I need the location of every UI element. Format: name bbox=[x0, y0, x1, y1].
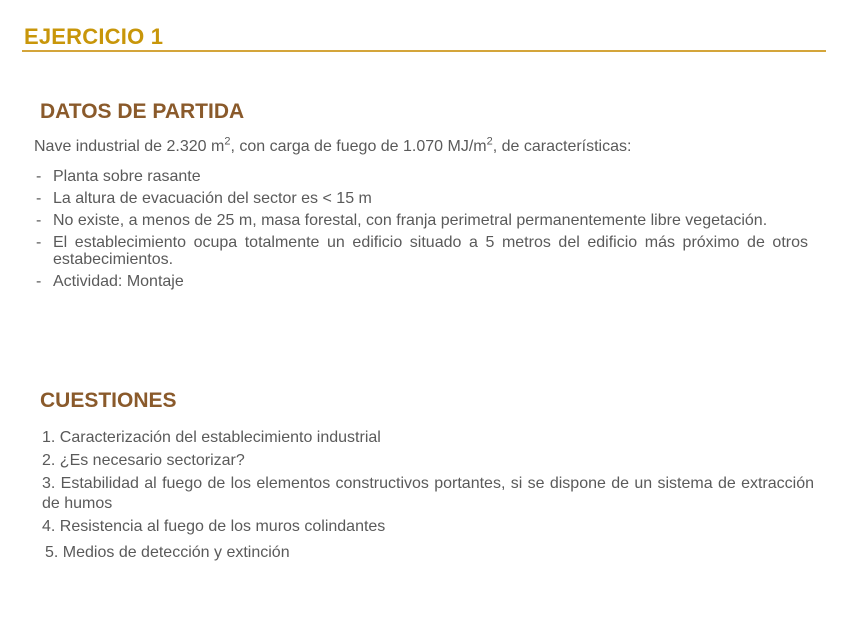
cuestiones-heading: CUESTIONES bbox=[40, 389, 177, 412]
question-item: 3. Estabilidad al fuego de los elementos constructivos portantes, si se dispone de un sistema de extracción de humos bbox=[42, 475, 814, 512]
question-item: 1. Caracterización del establecimiento industrial bbox=[42, 429, 381, 446]
question-item: 4. Resistencia al fuego de los muros colindantes bbox=[42, 518, 386, 535]
slide-title: EJERCICIO 1 bbox=[24, 24, 164, 49]
question-item: 2. ¿Es necesario sectorizar? bbox=[42, 452, 245, 469]
list-item-text: El establecimiento ocupa totalmente un edificio situado a 5 metros del edificio más próximo de otros estabecimientos. bbox=[53, 234, 808, 268]
list-item-text: La altura de evacuación del sector es < 15 m bbox=[53, 190, 372, 207]
list-item bbox=[36, 190, 808, 207]
question-item: 5. Medios de detección y extinción bbox=[45, 544, 290, 561]
datos-list bbox=[36, 168, 808, 295]
list-item-text: Actividad: Montaje bbox=[53, 273, 184, 290]
list-item bbox=[36, 273, 808, 290]
list-item bbox=[36, 212, 808, 229]
intro-text-pre: Nave industrial de 2.320 m bbox=[34, 138, 225, 155]
bullet-dash: - bbox=[36, 273, 42, 290]
list-item-text: No existe, a menos de 25 m, masa forestal, con franja perimetral permanentemente libre vegetación. bbox=[53, 212, 768, 229]
bullet-dash: - bbox=[36, 168, 42, 185]
list-item bbox=[36, 168, 808, 185]
title-underline bbox=[22, 50, 826, 52]
intro-text bbox=[34, 135, 632, 156]
datos-heading: DATOS DE PARTIDA bbox=[40, 100, 245, 123]
intro-text-post: , de características: bbox=[492, 138, 632, 155]
list-item-text: Planta sobre rasante bbox=[53, 168, 201, 185]
intro-text-mid: , con carga de fuego de 1.070 MJ/m bbox=[230, 138, 487, 155]
list-item bbox=[36, 234, 808, 268]
bullet-dash: - bbox=[36, 234, 42, 251]
intro-superscript-2: 2 bbox=[486, 135, 493, 148]
intro-superscript-1: 2 bbox=[224, 135, 231, 148]
bullet-dash: - bbox=[36, 212, 42, 229]
cuestiones-list bbox=[42, 428, 814, 566]
bullet-dash: - bbox=[36, 190, 42, 207]
